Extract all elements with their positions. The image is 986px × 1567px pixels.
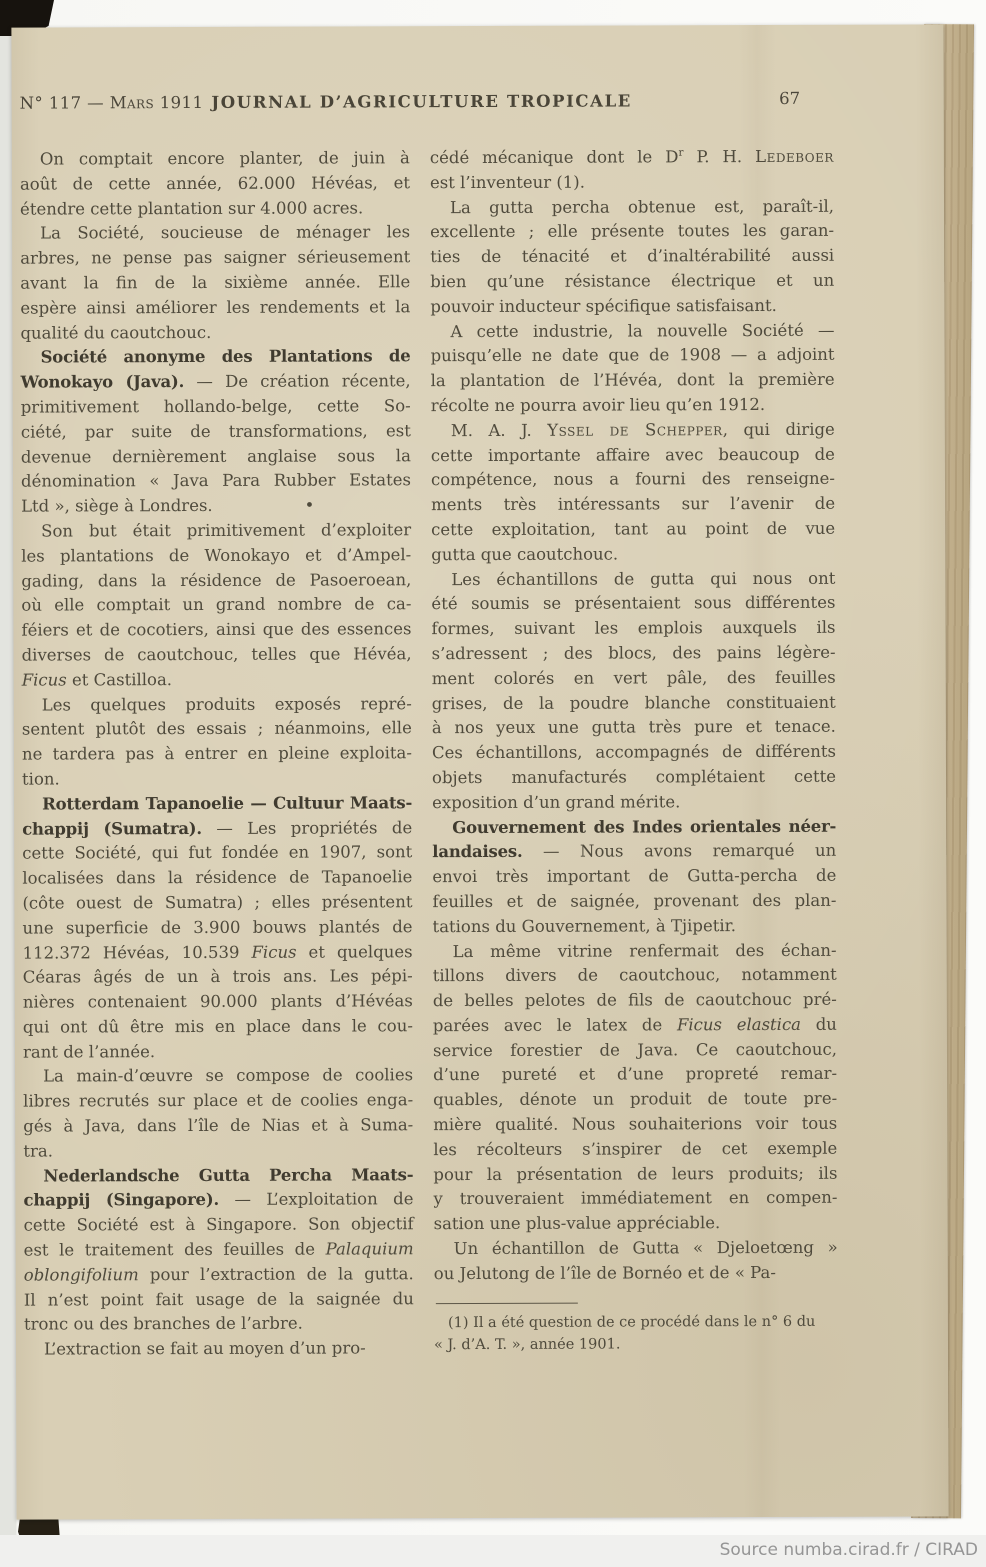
footnote-rule bbox=[436, 1302, 578, 1303]
text-line: Gouvernement des Indes orientales néer- bbox=[452, 816, 837, 837]
text-line: s’adressent ; des blocs, des pains légère- bbox=[431, 642, 836, 664]
column-left bbox=[20, 146, 414, 1362]
text-line: rant de l’année. bbox=[22, 1041, 156, 1062]
text-line: une superficie de 3.900 bouws plantés de bbox=[22, 916, 413, 938]
text-line: dénomination « Java Para Rubber Estates bbox=[20, 470, 412, 491]
text-line: tations du Gouvernement, à Tjipetir. bbox=[432, 915, 736, 936]
paragraph bbox=[22, 791, 413, 1065]
text-line: Son but était primitivement d’exploiter bbox=[41, 520, 412, 541]
text-line: gés à Java, dans l’île de Nias et à Suma- bbox=[23, 1115, 414, 1136]
text-line: oblongifolium pour l’extraction de la gutta. bbox=[23, 1264, 414, 1285]
text-line: Ces échantillons, accompagnés de différents bbox=[431, 741, 836, 763]
text-line: (côte ouest de Sumatra) ; elles présentent bbox=[22, 892, 413, 913]
text-line: primitivement hollando-belge, cette So- bbox=[20, 396, 411, 417]
paragraph bbox=[434, 1236, 838, 1287]
text-line: sation une plus-value appréciable. bbox=[433, 1213, 721, 1234]
text-line: ments très intéressants sur l’avenir de bbox=[431, 493, 836, 515]
text-line: On comptait encore planter, de juin à bbox=[39, 148, 410, 169]
source-bar bbox=[0, 1535, 986, 1567]
paragraph bbox=[24, 1336, 414, 1362]
text-line: bien qu’une résistance électrique et un bbox=[430, 270, 835, 292]
paragraph bbox=[430, 318, 834, 419]
text-line: localisées dans la résidence de Tapanoelie bbox=[22, 867, 413, 888]
paragraph bbox=[20, 221, 410, 346]
text-line: cette importante affaire avec beaucoup de bbox=[430, 444, 835, 465]
text-line: formes, suivant les emplois auxquels ils bbox=[431, 617, 836, 639]
text-line: sentent plutôt des essais ; néanmoins, elle bbox=[21, 718, 412, 739]
text-line: qui ont dû être mis en place dans le cou- bbox=[22, 1016, 413, 1037]
text-line: quables, dénote un produit de toute pre- bbox=[433, 1089, 838, 1110]
text-line: Wonokayo (Java). — De création récente, bbox=[20, 371, 411, 392]
paragraph bbox=[21, 345, 412, 520]
column-right bbox=[430, 145, 838, 1361]
text-line: diverses de caoutchouc, telles que Hévéa, bbox=[21, 644, 412, 665]
text-line: A cette industrie, la nouvelle Société — bbox=[450, 320, 835, 341]
header-issue: N° 117 — Mars 1911 bbox=[19, 92, 204, 113]
text-line: tronc ou des branches de l’arbre. bbox=[23, 1314, 303, 1335]
text-line: Ltd », siège à Londres. • bbox=[21, 495, 315, 516]
text-line: gading, dans la résidence de Pasoeroean, bbox=[21, 569, 412, 591]
text-line: Céaras âgés de un à trois ans. Les pépi- bbox=[22, 966, 413, 987]
header-journal-title: JOURNAL D’AGRICULTURE TROPICALE bbox=[211, 91, 632, 112]
source-credit: Source numba.cirad.fr / CIRAD bbox=[719, 1540, 978, 1560]
text-line: M. A. J. Yssel de Schepper, qui dirige bbox=[450, 419, 835, 440]
text-line: cédé mécanique dont le $D^r$ P. H. Ledeboer bbox=[429, 146, 834, 168]
text-line: Nederlandsche Gutta Percha Maats- bbox=[43, 1164, 414, 1186]
text-line: Un échantillon de Gutta « Djeloetœng » bbox=[453, 1237, 838, 1259]
text-line: gutta que caoutchouc. bbox=[431, 544, 619, 564]
paragraph bbox=[20, 146, 410, 222]
text-line: Ficus et Castilloa. bbox=[21, 669, 173, 690]
text-line: qualité du caoutchouc. bbox=[20, 322, 212, 343]
text-line: devenue dernièrement anglaise sous la bbox=[20, 445, 411, 467]
text-line: été soumis se présentaient sous différentes bbox=[431, 593, 836, 614]
text-line: objets manufacturés complétaient cette bbox=[431, 766, 837, 788]
text-line: récolte ne pourra avoir lieu qu’en 1912. bbox=[430, 394, 766, 416]
text-line: Rotterdam Tapanoelie — Cultuur Maats- bbox=[42, 792, 413, 814]
text-line: les plantations de Wonokayo et d’Ampel- bbox=[21, 544, 412, 566]
paragraph bbox=[23, 1064, 413, 1165]
text-line: ou Jelutong de l’île de Bornéo et de « Pa- bbox=[433, 1262, 776, 1284]
paragraph bbox=[430, 145, 834, 196]
text-line: y trouveraient immédiatement en compen- bbox=[433, 1188, 838, 1209]
footnote-line: « J. d’A. T. », année 1901. bbox=[433, 1336, 621, 1354]
text-line: puisqu’elle ne date que de 1908 — a adjoint bbox=[430, 345, 835, 366]
text-line: Société anonyme des Plantations de bbox=[40, 346, 411, 367]
text-line: ne tardera pas à entrer en pleine exploita- bbox=[21, 743, 412, 764]
text-line: libres recrutés sur place et de coolies enga- bbox=[23, 1090, 414, 1111]
text-line: nières contenaient 90.000 plants d’Hévéas bbox=[22, 991, 413, 1012]
text-line: La gutta percha obtenue est, paraît-il, bbox=[449, 196, 835, 217]
text-line: tillons divers de caoutchouc, notamment bbox=[432, 965, 837, 986]
paragraph bbox=[21, 518, 412, 693]
text-line: feuilles et de saignée, provenant des plan- bbox=[432, 890, 837, 912]
text-line: arbres, ne pense pas saigner sérieusement bbox=[20, 247, 411, 268]
text-line: service forestier de Java. Ce caoutchouc, bbox=[432, 1039, 838, 1060]
text-line: grises, de la poudre blanche constituaient bbox=[431, 692, 836, 713]
text-line: parées avec le latex de Ficus elastica du bbox=[432, 1014, 837, 1036]
text-line: la plantation de l’Hévéa, dont la première bbox=[430, 369, 835, 391]
text-line: d’une pureté et d’une propreté remar- bbox=[433, 1064, 838, 1085]
text-line: pouvoir inducteur spécifique satisfaisant. bbox=[430, 295, 777, 316]
text-line: de belles pelotes de fils de caoutchouc pré- bbox=[432, 989, 837, 1011]
text-line: Les quelques produits exposés repré- bbox=[41, 693, 412, 715]
text-line: où elle comptait un grand nombre de ca- bbox=[21, 594, 412, 615]
text-line: tra. bbox=[23, 1141, 53, 1161]
footnote bbox=[434, 1310, 838, 1356]
header-page-number: 67 bbox=[779, 88, 801, 108]
text-line: féiers et de cocotiers, ainsi que des essences bbox=[21, 619, 412, 640]
text-line: chappij (Singapore). — L’exploitation de bbox=[23, 1189, 414, 1211]
text-line: mière qualité. Nous souhaiterions voir tous bbox=[433, 1113, 838, 1135]
text-line: ties de ténacité et d’inaltérabilité aussi bbox=[430, 245, 835, 267]
text-line: excellente ; elle présente toutes les garan- bbox=[430, 221, 835, 242]
text-line: à nos yeux une gutta très pure et tenace. bbox=[431, 717, 836, 738]
paragraph bbox=[431, 566, 836, 815]
paragraph bbox=[432, 814, 836, 939]
text-line: est l’inventeur (1). bbox=[429, 172, 586, 192]
text-line: L’extraction se fait au moyen d’un pro- bbox=[43, 1338, 366, 1359]
text-line: ment colorés en vert pâle, des feuilles bbox=[431, 667, 836, 688]
paragraph bbox=[22, 692, 412, 793]
text-line: Il n’est point fait usage de la saignée du bbox=[23, 1288, 414, 1310]
paragraph bbox=[431, 418, 836, 568]
paragraph bbox=[433, 938, 838, 1237]
text-line: envoi très important de Gutta-percha de bbox=[432, 865, 837, 887]
text-line: cette Société, qui fut fondée en 1907, sont bbox=[22, 842, 413, 863]
text-line: Les échantillons de gutta qui nous ont bbox=[451, 568, 836, 589]
text-line: cette Société est à Singapore. Son objectif bbox=[23, 1214, 414, 1235]
text-line: landaises. — Nous avons remarqué un bbox=[432, 841, 837, 862]
text-line: La même vitrine renfermait des échan- bbox=[452, 940, 837, 961]
article-body bbox=[20, 145, 838, 1363]
text-line: avant la fin de la sixième année. Elle bbox=[20, 272, 411, 293]
text-line: chappij (Sumatra). — Les propriétés de bbox=[22, 817, 413, 839]
text-line: tion. bbox=[21, 769, 60, 789]
text-line: août de cette année, 62.000 Hévéas, et bbox=[19, 173, 410, 194]
text-line: 112.372 Hévéas, 10.539 Ficus et quelques bbox=[22, 941, 413, 963]
paragraph bbox=[23, 1163, 414, 1338]
text-line: espère ainsi améliorer les rendements et la bbox=[20, 297, 411, 318]
text-line: La main-d’œuvre se compose de coolies bbox=[43, 1065, 414, 1087]
text-line: est le traitement des feuilles de Palaquium bbox=[23, 1239, 414, 1260]
text-line: ciété, par suite de transformations, est bbox=[20, 421, 411, 442]
text-line: les récolteurs s’inspirer de cet exemple bbox=[433, 1138, 838, 1160]
text-line: compétence, nous a fourni des renseigne- bbox=[430, 469, 836, 490]
text-line: étendre cette plantation sur 4.000 acres. bbox=[19, 197, 364, 219]
scanned-page bbox=[11, 24, 948, 1519]
text-line: pour la présentation de leurs produits; ils bbox=[433, 1163, 838, 1184]
footnote-line: (1) Il a été question de ce procédé dans le n° 6 du bbox=[447, 1313, 816, 1331]
text-line: cette exploitation, tant au point de vue bbox=[431, 518, 836, 540]
text-line: La Société, soucieuse de ménager les bbox=[40, 222, 411, 243]
paragraph bbox=[430, 194, 834, 319]
text-line: exposition d’un grand mérite. bbox=[432, 792, 681, 812]
